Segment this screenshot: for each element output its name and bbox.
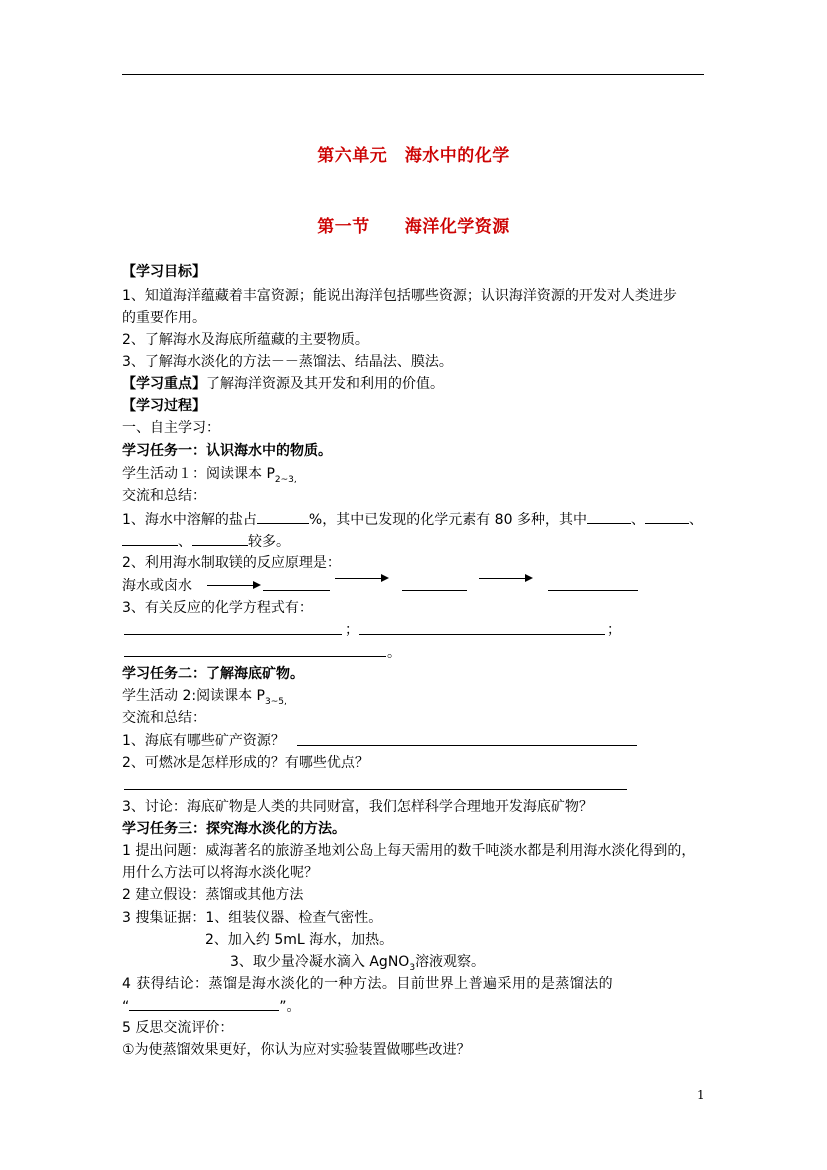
blank-mg-step-1[interactable] [263, 590, 330, 591]
blank-mineral-resources[interactable] [297, 745, 637, 746]
blank-mg-step-2[interactable] [402, 590, 467, 591]
blank-element-1[interactable] [587, 509, 631, 524]
q1-text-b: %，其中已发现的化学元素有 80 多种，其中 [308, 512, 587, 528]
activity-2-pages: 3~5, [264, 696, 287, 707]
task-2-heading: 学习任务二：了解海底矿物。 [122, 666, 304, 682]
semicolon-1: ； [345, 622, 359, 638]
task-3-heading: 学习任务三：探究海水淡化的方法。 [122, 821, 346, 837]
task-3-step-2: 2 建立假设：蒸馏或其他方法 [122, 887, 304, 903]
question-1-line-1 [122, 509, 703, 530]
semicolon-2: ； [607, 622, 621, 638]
task-3-step-3: 3 搜集证据：1、组装仪器、检查气密性。 [122, 910, 383, 926]
objective-3: 3、了解海水淡化的方法－－蒸馏法、结晶法、膜法。 [122, 354, 453, 370]
task-2-question-3: 3、讨论：海底矿物是人类的共同财富，我们怎样科学合理地开发海底矿物？ [122, 799, 593, 815]
task-3-step-5-item-1: ①为使蒸馏效果更好，你认为应对实验装置做哪些改进？ [122, 1042, 471, 1058]
exchange-1: 交流和总结： [122, 488, 206, 504]
focus-text: 了解海洋资源及其开发和利用的价值。 [206, 376, 444, 392]
section-title: 第一节 海洋化学资源 [317, 217, 510, 237]
q1-sep-1: 、 [630, 512, 645, 528]
step-3c-suffix: 溶液观察。 [415, 954, 486, 970]
blank-mg-step-3[interactable] [548, 590, 638, 591]
objectives-heading: 【学习目标】 [122, 264, 206, 280]
q1-text-a: 1、海水中溶解的盐占 [122, 512, 257, 528]
blank-element-2[interactable] [645, 509, 689, 524]
header-rule [122, 74, 704, 75]
process-heading: 【学习过程】 [122, 398, 206, 414]
step-3c-subscript: 3 [409, 962, 416, 973]
blank-equation-2[interactable] [359, 634, 605, 635]
task-2-question-1: 1、海底有哪些矿产资源？ [122, 733, 285, 749]
blank-element-4[interactable] [192, 531, 248, 546]
blank-equation-1[interactable] [124, 634, 342, 635]
q1-sep-2: 、 [688, 512, 703, 528]
activity-2-text: 学生活动 2:阅读课本 P [122, 688, 265, 704]
task-3-step-1-line-2: 用什么方法可以将海水淡化呢？ [122, 865, 318, 881]
focus-line [122, 374, 444, 394]
arrow-right-icon [207, 585, 259, 586]
objective-1-line-1: 1、知道海洋蕴藏着丰富资源；能说出海洋包括哪些资源；认识海洋资源的开发对人类进步 [122, 288, 677, 304]
arrow-right-icon [335, 578, 387, 579]
task-1-heading: 学习任务一：认识海水中的物质。 [122, 443, 332, 459]
blank-equation-3[interactable] [124, 656, 386, 657]
exchange-2: 交流和总结： [122, 710, 206, 726]
seawater-label: 海水或卤水 [122, 578, 192, 594]
task-3-step-5: 5 反思交流评价： [122, 1020, 234, 1036]
close-quote: ”。 [279, 999, 301, 1015]
question-2: 2、利用海水制取镁的反应原理是： [122, 555, 341, 571]
activity-1-pages: 2~3, [274, 474, 297, 485]
task-3-step-1-line-1: 1 提出问题：威海著名的旅游圣地刘公岛上每天需用的数千吨淡水都是利用海水淡化得到的， [122, 843, 696, 859]
objective-1-line-2: 的重要作用。 [122, 310, 206, 326]
q1-text-end: 较多。 [248, 534, 290, 550]
arrow-right-icon [479, 578, 531, 579]
page-number: 1 [697, 1088, 705, 1102]
question-3: 3、有关反应的化学方程式有： [122, 600, 313, 616]
unit-title: 第六单元 海水中的化学 [317, 146, 510, 166]
blank-distillation-method[interactable] [129, 996, 279, 1011]
focus-heading: 【学习重点】 [122, 376, 206, 392]
period-mark: 。 [387, 645, 401, 661]
q1-sep-3: 、 [178, 534, 192, 550]
blank-element-3[interactable] [122, 531, 178, 546]
activity-1-text: 学生活动１：阅读课本 P [122, 466, 275, 482]
question-1-line-2 [122, 531, 290, 552]
blank-salt-percent[interactable] [257, 509, 309, 524]
self-study-heading: 一、自主学习： [122, 420, 220, 436]
blank-combustible-ice[interactable] [124, 789, 627, 790]
open-quote: “ [122, 999, 130, 1015]
objective-2: 2、了解海水及海底所蕴藏的主要物质。 [122, 332, 369, 348]
task-2-question-2: 2、可燃冰是怎样形成的？有哪些优点？ [122, 755, 369, 771]
task-3-step-3b: 2、加入约 5mL 海水，加热。 [205, 932, 394, 948]
step-3c-text: 3、取少量冷凝水滴入 AgNO [230, 954, 410, 970]
task-3-step-4-line-1: 4 获得结论：蒸馏是海水淡化的一种方法。目前世界上普遍采用的是蒸馏法的 [122, 976, 614, 992]
task-3-step-4-line-2 [122, 996, 301, 1017]
